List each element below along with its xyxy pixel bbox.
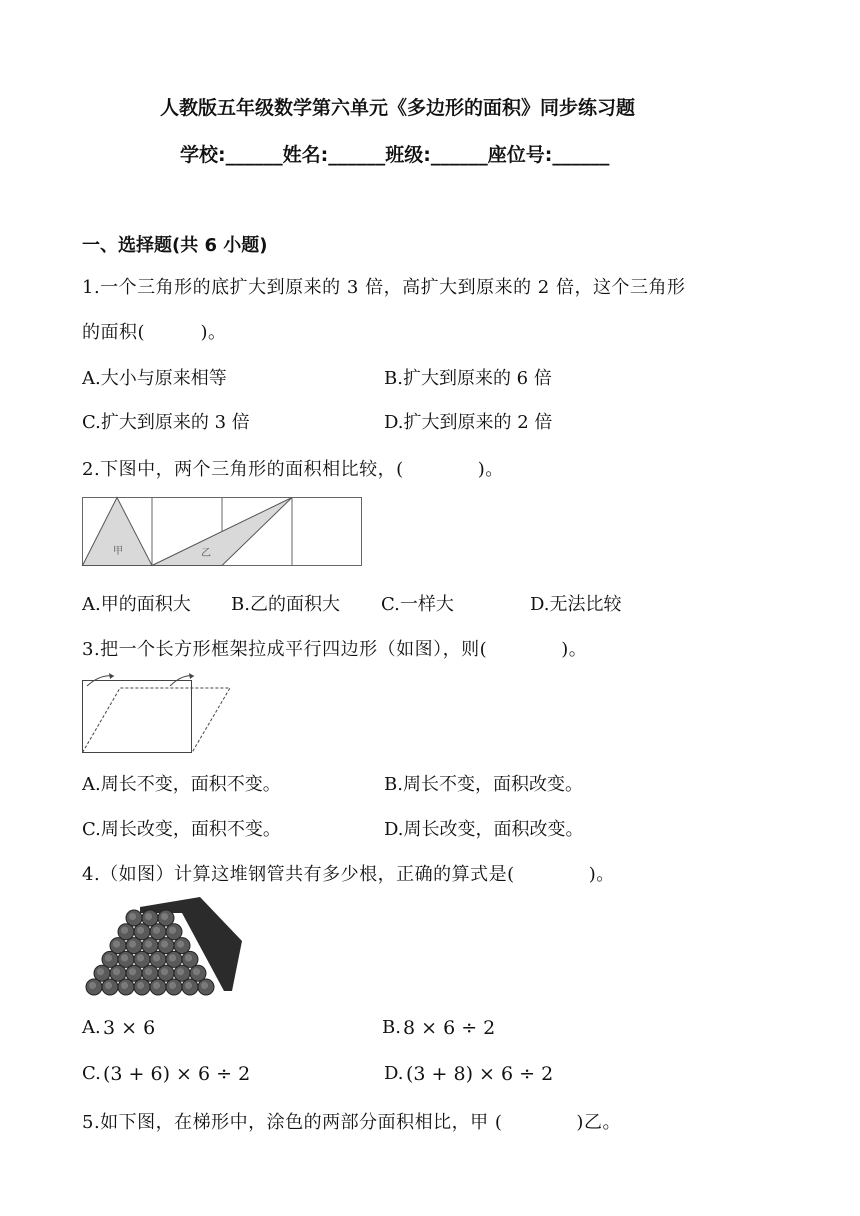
- q2-stem: 2.下图中，两个三角形的面积相比较，( )。: [82, 459, 504, 480]
- q2-option-d: D.无法比较: [530, 594, 622, 615]
- q4-option-d-label: D.: [384, 1063, 404, 1084]
- q4-option-c-expr: (3 + 6) × 6 ÷ 2: [103, 1063, 251, 1085]
- pipe-end-highlight: [153, 954, 160, 961]
- q4-option-b-expr: 8 × 6 ÷ 2: [403, 1017, 496, 1039]
- pipe-end-highlight: [185, 982, 192, 989]
- pipe-end-highlight: [89, 982, 96, 989]
- pipe-end-highlight: [137, 954, 144, 961]
- q3-option-c: C.周长改变，面积不变。: [82, 819, 281, 840]
- pipe-end-highlight: [161, 941, 168, 948]
- steel-pipe-pile-image: [82, 893, 252, 1003]
- q2-option-b: B.乙的面积大: [231, 594, 340, 615]
- q4-option-b-label: B.: [382, 1017, 401, 1038]
- pipe-end-highlight: [169, 954, 176, 961]
- q1-option-c: C.扩大到原来的 3 倍: [82, 412, 250, 433]
- pipe-end-highlight: [145, 941, 152, 948]
- q4-option-a-expr: 3 × 6: [103, 1017, 156, 1039]
- pipe-end-highlight: [129, 968, 136, 975]
- pipe-end-highlight: [145, 913, 152, 920]
- q2-option-c: C.一样大: [381, 594, 454, 615]
- q3-rectangle-parallelogram-figure: [82, 668, 242, 758]
- pipe-end-highlight: [153, 982, 160, 989]
- pipe-end-highlight: [105, 982, 112, 989]
- pipe-end-highlight: [145, 968, 152, 975]
- q2-triangles-figure: [82, 497, 362, 567]
- pipe-end-highlight: [153, 927, 160, 934]
- pipe-end-highlight: [113, 968, 120, 975]
- pipe-end-highlight: [121, 982, 128, 989]
- q4-option-a-label: A.: [82, 1017, 101, 1038]
- q1-option-a: A.大小与原来相等: [82, 368, 227, 389]
- pipe-end-highlight: [169, 927, 176, 934]
- label-jia: 甲: [113, 546, 123, 557]
- pipe-end-highlight: [161, 968, 168, 975]
- pipe-end-highlight: [169, 982, 176, 989]
- q3-option-a: A.周长不变，面积不变。: [82, 774, 281, 795]
- pipe-end-highlight: [201, 982, 208, 989]
- q1-stem-line1: 1.一个三角形的底扩大到原来的 3 倍，高扩大到原来的 2 倍，这个三角形: [82, 277, 686, 298]
- pipe-end-highlight: [129, 941, 136, 948]
- section-heading: 一、选择题(共 6 小题): [82, 235, 268, 256]
- student-info-line: 学校:______姓名:______班级:______座位号:______: [180, 144, 610, 166]
- pipe-end-highlight: [161, 913, 168, 920]
- pipe-end-highlight: [177, 968, 184, 975]
- pipe-end-highlight: [137, 982, 144, 989]
- pipe-end-highlight: [105, 954, 112, 961]
- pipe-end-highlight: [121, 927, 128, 934]
- label-yi: 乙: [201, 548, 211, 559]
- q3-stem: 3.把一个长方形框架拉成平行四边形（如图），则( )。: [82, 639, 588, 660]
- q2-option-a: A.甲的面积大: [82, 594, 191, 615]
- q4-stem: 4.（如图）计算这堆钢管共有多少根，正确的算式是( )。: [82, 864, 615, 885]
- page-title: 人教版五年级数学第六单元《多边形的面积》同步练习题: [160, 97, 636, 119]
- pipe-end-highlight: [129, 913, 136, 920]
- q1-option-d: D.扩大到原来的 2 倍: [384, 412, 553, 433]
- q4-option-d-expr: (3 + 8) × 6 ÷ 2: [406, 1063, 554, 1085]
- pipe-end-highlight: [137, 927, 144, 934]
- pipe-end-highlight: [193, 968, 200, 975]
- q1-option-b: B.扩大到原来的 6 倍: [384, 368, 552, 389]
- q3-option-d: D.周长改变，面积改变。: [384, 819, 584, 840]
- pipe-end-highlight: [185, 954, 192, 961]
- q5-stem: 5.如下图，在梯形中，涂色的两部分面积相比，甲 ( )乙。: [82, 1112, 621, 1133]
- pipe-end-highlight: [177, 941, 184, 948]
- pipe-end-highlight: [97, 968, 104, 975]
- pipe-end-highlight: [113, 941, 120, 948]
- q1-stem-line2: 的面积( )。: [82, 322, 227, 343]
- pipe-end-highlight: [121, 954, 128, 961]
- q3-option-b: B.周长不变，面积改变。: [384, 774, 583, 795]
- q4-option-c-label: C.: [82, 1063, 101, 1084]
